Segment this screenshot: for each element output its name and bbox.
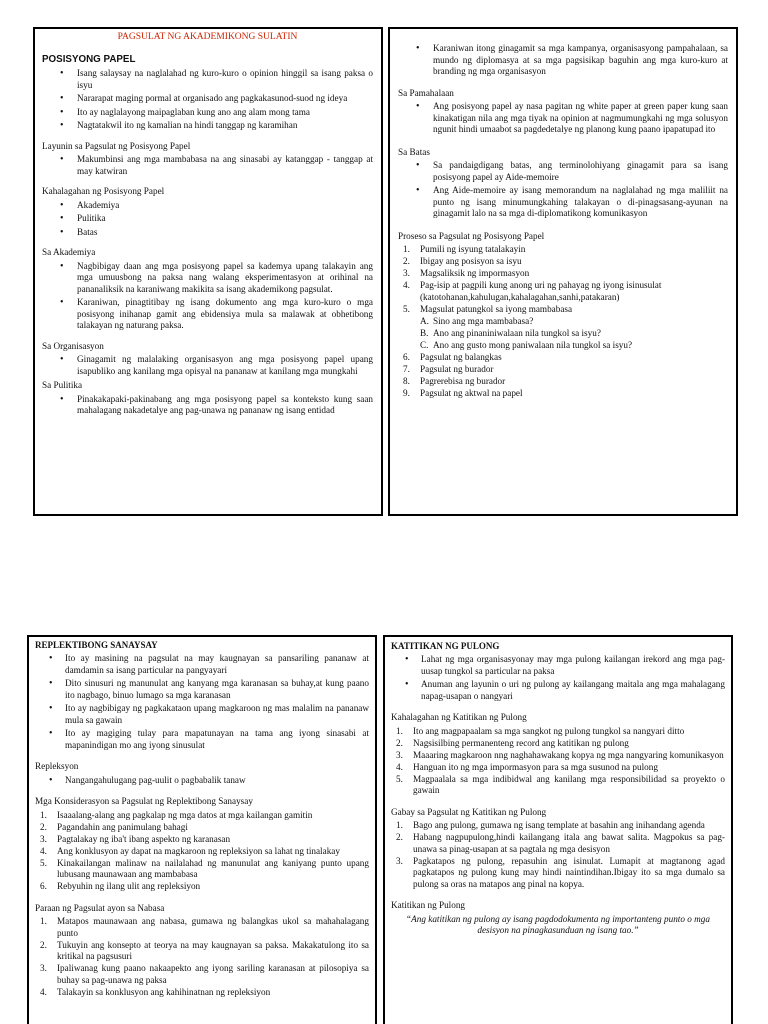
- item-text: Pagtalakay ng iba't ibang aspekto ng karanasan: [57, 833, 231, 844]
- item-text: Kinakailangan malinaw na nailalahad ng manunulat ang kaniyang punto upang lubusang maunawaan ang mambabasa: [57, 857, 369, 880]
- list-item: • Ito ay nagbibigay ng pagkakataon upang magkaroon ng mas malalim na pananaw mula sa gawain: [35, 703, 369, 726]
- item-text: Pagandahin ang panimulang bahagi: [57, 821, 188, 832]
- list-item: [35, 834, 369, 846]
- item-number: 6.: [40, 881, 47, 892]
- item-number: 2.: [396, 737, 403, 748]
- item-text: Bago ang pulong, gumawa ng isang template at basahin ang inihandang agenda: [413, 820, 705, 831]
- item-text: Tukuyin ang konsepto at teorya na may kaugnayan sa paksa. Makakatulong ito sa kritikal na pagsusuri: [57, 939, 369, 962]
- paraan-heading: Paraan ng Pagsulat ayon sa Nabasa: [35, 902, 165, 913]
- item-text: Magpaalala sa mga indibidwal ang kanilang mga responsibilidad sa proyekto o gawain: [413, 773, 725, 796]
- batas-list: [398, 160, 728, 220]
- item-number: 4.: [40, 986, 47, 997]
- list-item: • Ang Aide-memoire ay isang memorandum na naglalahad ng mga maliliit na punto ng isang minumungkahing talakayan o di-pinagsasang-ayunan na ginagamit lalo na sa mga di-diplomatikong komunikasyon: [398, 185, 728, 220]
- layunin-heading: Layunin sa Pagsulat ng Posisyong Papel: [42, 140, 191, 151]
- list-item: [398, 328, 728, 340]
- list-item: [391, 820, 725, 832]
- item-text: Rebyuhin ng ilang ulit ang repleksiyon: [57, 881, 201, 892]
- katitikan-list: [391, 654, 725, 702]
- list-item: • Batas: [42, 227, 373, 239]
- list-item: [398, 376, 728, 388]
- item-number: 7.: [403, 364, 410, 374]
- list-item: [391, 726, 725, 738]
- repleksyon-heading: Repleksyon: [35, 761, 79, 772]
- kahalagahan-pulong-heading: Kahalagahan ng Katitikan ng Pulong: [391, 712, 527, 723]
- list-item: • Ito ay magiging tulay para mapatunayan na tama ang iyong sinasabi at mapanindigan mo ang iyong sinusulat: [35, 728, 369, 751]
- item-letter: C.: [420, 340, 429, 350]
- item-text: Maaaring magkaroon nng naghahawakang kopya ng mga nangyaring komunikasyon: [413, 749, 724, 760]
- item-number: 5.: [40, 857, 47, 868]
- item-number: 5.: [396, 773, 403, 784]
- item-number: 1.: [403, 244, 410, 254]
- list-item: • Nagtatakwil ito ng kamalian na hindi tanggap ng karamihan: [42, 120, 373, 132]
- item-text: Ito ang magpapaalam sa mga sangkot ng pulong tungkol sa nangyari ditto: [413, 725, 685, 736]
- konsiderasyon-heading: Mga Konsiderasyon sa Pagsulat ng Replektibong Sanaysay: [35, 796, 253, 807]
- item-text: Pagsulat ng aktwal na papel: [420, 388, 523, 398]
- list-item: [35, 987, 369, 999]
- list-item: [398, 256, 728, 268]
- list-item: • Ito ay naglalayong maipaglaban kung ano ang alam mong tama: [42, 107, 373, 119]
- list-item: [391, 750, 725, 762]
- item-number: 1.: [40, 809, 47, 820]
- posisyong-papel-continued-card: [388, 27, 738, 516]
- gabay-list: [391, 820, 725, 890]
- definition-quote: “Ang katitikan ng pulong ay isang pagdodokumenta ng importanteng punto o mga desisyon na pinagkasunduan ng isang tao.”: [406, 913, 710, 936]
- item-text: Pag-isip at pagpili kung anong uri ng pahayag ng iyong isinusulat: [420, 280, 662, 290]
- list-item: • Nagbibigay daan ang mga posisyong papel sa kademya upang talakayin ang mga umuusbong na paksa nang walang eksperimentasyon at orihinal na pananaliksik na karaniwang makikita sa isang akademikong pagsulat.: [42, 261, 373, 296]
- replektibong-sanaysay-heading: REPLEKTIBONG SANAYSAY: [35, 640, 158, 650]
- pamahalaan-heading: Sa Pamahalaan: [398, 87, 454, 98]
- item-text: Magsaliksik ng impormasyon: [420, 268, 530, 278]
- item-text: Ano ang pinaniniwalaan nila tungkol sa isyu?: [433, 328, 601, 338]
- item-number: 4.: [40, 845, 47, 856]
- item-number: 4.: [403, 280, 410, 290]
- organisasyon-heading: Sa Organisasyon: [42, 340, 104, 351]
- item-number: 4.: [396, 761, 403, 772]
- kahalagahan-pulong-list: [391, 726, 725, 797]
- item-text: Magsulat patungkol sa iyong mambabasa: [420, 304, 573, 314]
- list-item: • Karaniwan itong ginagamit sa mga kampanya, organisasyong pampahalaan, sa mundo ng diplomasya at sa mga pagsisikap baguhin ang mga kuro-kuro at branding ng mga organisasyon: [398, 43, 728, 78]
- list-item: [398, 388, 728, 400]
- list-item: [391, 762, 725, 774]
- item-number: 1.: [396, 820, 403, 831]
- item-text: Talakayin sa konklusyon ang kahihinatnan ng repleksiyon: [57, 986, 271, 997]
- katitikan-heading: KATITIKAN NG PULONG: [391, 641, 500, 651]
- item-text: Habang nagpupulong,hindi kailangang itala ang bawat salita. Magpokus sa pag-unawa sa pinag-usapan at sa pagtala ng mga desisyon: [413, 832, 725, 854]
- item-text: Pagrerebisa ng burador: [420, 376, 506, 386]
- item-text: Isaaalang-alang ang pagkalap ng mga datos at mga kailangan gamitin: [57, 809, 313, 820]
- item-number: 8.: [403, 376, 410, 386]
- katitikan-ng-pulong-card: [383, 635, 733, 1024]
- item-number: 1.: [396, 725, 403, 736]
- list-item: • Pinakakapaki-pakinabang ang mga posisyong papel sa konteksto kung saan mahalagang nakadetalye ang pag-unawa ng pananaw ng isang entidad: [42, 394, 373, 417]
- list-item: [398, 364, 728, 376]
- list-item: [35, 881, 369, 893]
- item-number: 2.: [40, 821, 47, 832]
- list-item: [35, 810, 369, 822]
- list-item: • Akademiya: [42, 200, 373, 212]
- list-item: [391, 832, 725, 855]
- item-text: Ano ang gusto mong paniwalaan nila tungkol sa isyu?: [433, 340, 633, 350]
- pulitika-list: [42, 394, 373, 417]
- item-letter: A.: [420, 316, 429, 326]
- item-number: 3.: [396, 855, 403, 866]
- proseso-heading: Proseso sa Pagsulat ng Posisyong Papel: [398, 230, 545, 241]
- kahalagahan-list: [42, 200, 373, 239]
- intro-list: [398, 43, 728, 78]
- list-item: [398, 280, 728, 292]
- posisyong-papel-list: [42, 68, 373, 132]
- list-item: [398, 340, 728, 352]
- list-item: [35, 916, 369, 939]
- list-item: • Pulitika: [42, 213, 373, 225]
- gabay-heading: Gabay sa Pagsulat ng Katitikan ng Pulong: [391, 806, 547, 817]
- list-item: • Lahat ng mga organisasyonay may mga pulong kailangan irekord ang mga pag-uusap tungkol sa particular na paksa: [391, 654, 725, 677]
- list-item: • Anuman ang layunin o uri ng pulong ay kailangang maitala ang mga mahalagang napag-usapan o nangyari: [391, 679, 725, 702]
- list-item: • Karaniwan, pinagtitibay ng isang dokumento ang mga kuro-kuro o mga posisyong inihanap gamit ang ebidensiya mula sa malawak at obhetibong talakayan ng naturang paksa.: [42, 297, 373, 332]
- list-item: • Nararapat maging pormal at organisado ang pagkakasunod-suod ng ideya: [42, 93, 373, 105]
- item-text: Pumili ng isyung tatalakayin: [420, 244, 526, 254]
- item-text: Hanguan ito ng mga impormasyon para sa mga susunod na pulong: [413, 761, 658, 772]
- item-number: 3.: [40, 963, 47, 974]
- list-item: [35, 822, 369, 834]
- list-item: • Sa pandaigdigang batas, ang terminolohiyang ginagamit para sa isang posisyong papel ay Aide-memoire: [398, 160, 728, 183]
- list-item: • Makumbinsi ang mga mambabasa na ang sinasabi ay katanggap - tanggap at may katwiran: [42, 154, 373, 177]
- list-item: [398, 268, 728, 280]
- list-item: [398, 304, 728, 316]
- posisyong-papel-heading: POSISYONG PAPEL: [42, 53, 136, 65]
- item-number: 2.: [40, 939, 47, 950]
- item-number: 3.: [403, 268, 410, 278]
- page-title: PAGSULAT NG AKADEMIKONG SULATIN: [117, 32, 298, 42]
- item-number: 1.: [40, 916, 47, 927]
- posisyong-papel-card: [33, 27, 383, 516]
- item-text: Pagkatapos ng pulong, repasuhin ang isinulat. Lumapit at magtanong agad pagkatapos ng pulong kung may hindi naintindihan.Ibigay ito sa mga dumalo sa pulong sa oras na matapos ang pinal na kopya.: [413, 855, 725, 889]
- list-item: [35, 963, 369, 986]
- item-number: 2.: [403, 256, 410, 266]
- item-number: 9.: [403, 388, 410, 398]
- list-item: [35, 940, 369, 963]
- item-text: Ipaliwanag kung paano nakaapekto ang iyong sariling karanasan at pilosopiya sa buhay sa pag-unawa ng paksa: [57, 963, 369, 985]
- list-item: [398, 316, 728, 328]
- katitikan-ng-pulong-subheading: Katitikan ng Pulong: [391, 900, 466, 911]
- item-text: Nagsisilbing permanenteng record ang katitikan ng pulong: [413, 737, 629, 748]
- item-number: 3.: [40, 833, 47, 844]
- item-text: Ang konklusyon ay dapat na magkaroon ng repleksiyon sa lahat ng tinalakay: [57, 845, 340, 856]
- list-item: [391, 774, 725, 797]
- repleksyon-list: [35, 775, 369, 787]
- item-number: 2.: [396, 832, 403, 843]
- item-text: Matapos maunawaan ang nabasa, gumawa ng balangkas ukol sa mahahalagang punto: [57, 916, 369, 938]
- list-item: [391, 738, 725, 750]
- list-item: [35, 858, 369, 881]
- list-item: • Isang salaysay na naglalahad ng kuro-kuro o opinion hinggil sa isang paksa o isyu: [42, 68, 373, 91]
- batas-heading: Sa Batas: [398, 146, 430, 157]
- kahalagahan-heading: Kahalagahan ng Posisyong Papel: [42, 186, 165, 197]
- item-number: 3.: [396, 749, 403, 760]
- konsiderasyon-list: [35, 810, 369, 893]
- replektibong-sanaysay-card: [27, 635, 377, 1024]
- list-item: [398, 244, 728, 256]
- item-text: Ibigay ang posisyon sa isyu: [420, 256, 522, 266]
- item-number: 6.: [403, 352, 410, 362]
- list-item: • Ito ay masining na pagsulat na may kaugnayan sa pansariling pananaw at damdamin sa isang particular na pangyayari: [35, 653, 369, 676]
- proseso-list: [398, 244, 728, 400]
- organisasyon-list: [42, 354, 373, 377]
- list-item: • Ginagamit ng malalaking organisasyon ang mga posisyong papel upang isapubliko ang kanilang mga opisyal na pananaw at kanilang mga mungkahi: [42, 354, 373, 377]
- pamahalaan-list: [398, 101, 728, 136]
- item-number: 5.: [403, 304, 410, 314]
- item-text: Pagsulat ng burador: [420, 364, 494, 374]
- akademiya-list: [42, 261, 373, 332]
- akademiya-heading: Sa Akademiya: [42, 247, 96, 258]
- list-item: [35, 846, 369, 858]
- list-item: [391, 856, 725, 891]
- pulitika-heading: Sa Pulitika: [42, 380, 83, 391]
- step-note: (katotohanan,kahulugan,kahalagahan,sanhi,patakaran): [420, 292, 620, 302]
- list-item: • Dito sinusuri ng manunulat ang kanyang mga karanasan sa buhay,at kung paano ito nagbago, binuo lumago sa mga karanasan: [35, 678, 369, 701]
- layunin-list: [42, 154, 373, 177]
- item-text: Pagsulat ng balangkas: [420, 352, 502, 362]
- list-item: [398, 352, 728, 364]
- item-letter: B.: [420, 328, 429, 338]
- replektibong-list: [35, 653, 369, 751]
- paraan-list: [35, 916, 369, 998]
- item-text: Sino ang mga mambabasa?: [433, 316, 534, 326]
- list-item: • Nangangahulugang pag-uulit o pagbabalik tanaw: [35, 775, 369, 787]
- list-item: • Ang posisyong papel ay nasa pagitan ng white paper at green paper kung saan kinakatigan nila ang mga tiyak na opinion at nagmumungkahi ng mga solusyon ngunit hindi umaabot sa pagdedetalye ng planong kung paano ipapatupad ito: [398, 101, 728, 136]
